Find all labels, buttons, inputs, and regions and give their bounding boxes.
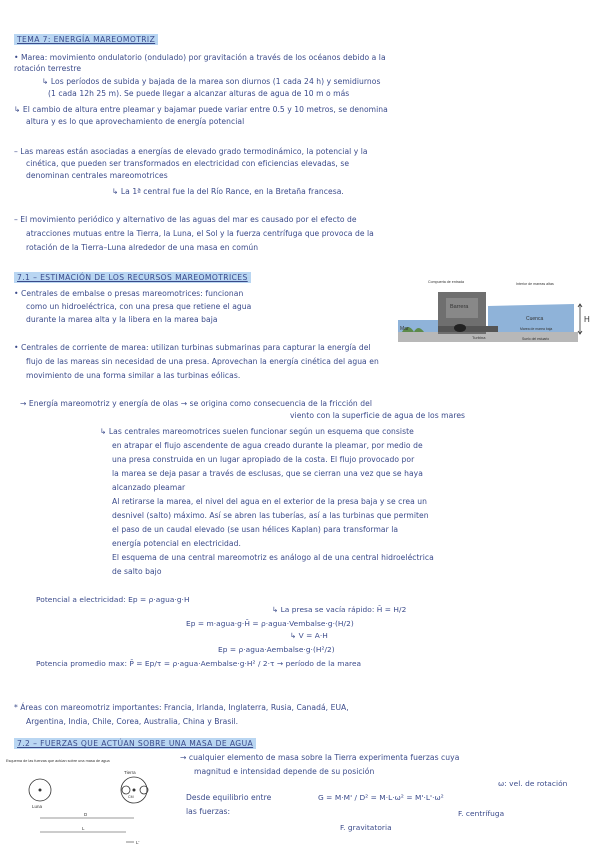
- note-line: [180, 753, 459, 763]
- note-line: [290, 411, 465, 421]
- note-line: [194, 767, 374, 777]
- formula-line: [340, 823, 392, 833]
- gate-label: Compuerta de entrada: [428, 280, 464, 284]
- note-text: Potencia promedio max: P̄ = Ep/τ = ρ·agua·Aembalse·g·H² / 2·τ → período de la marea: [36, 659, 362, 668]
- note-line: [112, 469, 423, 479]
- estuary-bed-label: Suelo del estuario: [522, 337, 550, 341]
- note-text: ↳ La 1ª central fue la del Río Rance, en la Bretaña francesa.: [112, 187, 344, 196]
- note-line: [26, 371, 240, 381]
- note-line: [14, 147, 368, 157]
- note-text: – El movimiento periódico y alternativo de las aguas del mar es causado por el efecto de: [14, 215, 357, 224]
- note-line: [186, 793, 271, 803]
- note-text: → Energía mareomotriz y energía de olas → se origina como consecuencia de la fricción del: [20, 399, 372, 408]
- note-line: [14, 703, 349, 713]
- section-heading: [14, 273, 251, 283]
- note-text: 7.2 – FUERZAS QUE ACTÚAN SOBRE UNA MASA DE AGUA: [14, 738, 256, 749]
- formula-line: [458, 809, 504, 819]
- note-line: [42, 77, 380, 87]
- note-text: en atrapar el flujo ascendente de agua creado durante la pleamar, por medio de: [112, 441, 423, 450]
- note-line: [26, 243, 258, 253]
- tidal-dam-diagram: [398, 276, 594, 352]
- note-text: atracciones mutuas entre la Tierra, la Luna, el Sol y la fuerza centrífuga que provoca de la: [26, 229, 374, 238]
- earth-label: Tierra: [124, 770, 136, 775]
- note-line: [26, 229, 374, 239]
- note-text: magnitud e intensidad depende de su posición: [194, 767, 375, 776]
- inner-label: Interior de mareas altas: [516, 282, 554, 286]
- formula-line: [36, 659, 361, 669]
- low-tide-label: Marea de marea baja: [520, 327, 553, 331]
- note-text: ↳ El cambio de altura entre pleamar y bajamar puede variar entre 0.5 y 10 metros, se denomina: [14, 105, 388, 114]
- note-text: – Las mareas están asociadas a energías de elevado grado termodinámico, la potencial y la: [14, 147, 368, 156]
- note-line: [14, 105, 388, 115]
- note-text: ω: vel. de rotación: [498, 779, 568, 788]
- note-text: denominan centrales mareomotrices: [26, 171, 168, 180]
- note-text: * Áreas con mareomotriz importantes: Francia, Irlanda, Inglaterra, Rusia, Canadá, EUA,: [14, 703, 349, 712]
- note-text: alcanzado pleamar: [112, 483, 186, 492]
- note-line: [26, 717, 238, 727]
- note-line: [26, 171, 168, 181]
- formula-line: [272, 605, 406, 615]
- note-text: ↳ V = A·H: [290, 631, 328, 640]
- note-text: desnivel (salto) máximo. Así se abren las tuberías, así a las turbinas que permiten: [112, 511, 429, 520]
- note-text: F. gravitatoria: [340, 823, 392, 832]
- note-text: una presa construida en un lugar apropiado de la costa. El flujo provocado por: [112, 455, 415, 464]
- note-text: flujo de las mareas sin necesidad de una presa. Aprovechan la energía cinética del agua en: [26, 357, 379, 366]
- note-text: • Centrales de embalse o presas mareomotrices: funcionan: [14, 289, 244, 298]
- note-text: el paso de un caudal elevado (se usan hélices Kaplan) para transformar la: [112, 525, 399, 534]
- note-line: [112, 497, 427, 507]
- formula-line: [186, 619, 354, 629]
- formula-line: [290, 631, 328, 641]
- note-line: [112, 567, 162, 577]
- note-text: viento con la superficie de agua de los mares: [290, 411, 466, 420]
- note-line: [14, 289, 243, 299]
- sea-label: Mar: [400, 326, 409, 332]
- note-text: de salto bajo: [112, 567, 162, 576]
- section-heading: [14, 739, 256, 749]
- note-text: El esquema de una central mareomotriz es análogo al de una central hidroeléctrica: [112, 553, 434, 562]
- note-text: Argentina, India, Chile, Corea, Australia, China y Brasil.: [26, 717, 239, 726]
- note-text: Al retirarse la marea, el nivel del agua en el exterior de la presa baja y se crea un: [112, 497, 427, 506]
- note-text: 7.1 – ESTIMACIÓN DE LOS RECURSOS MAREOMOTRICES: [14, 272, 251, 283]
- note-line: [186, 807, 230, 817]
- height-label: H: [584, 315, 590, 324]
- note-text: las fuerzas:: [186, 807, 231, 816]
- note-line: [26, 315, 218, 325]
- note-text: Ep = m·agua·g·H̄ = ρ·agua·Vembalse·g·(H/2): [186, 619, 354, 628]
- note-text: Ep = ρ·agua·Aembalse·g·(H²/2): [218, 645, 335, 654]
- earth-moon-force-diagram: [4, 756, 176, 846]
- note-line: [14, 215, 357, 225]
- note-text: durante la marea alta y la libera en la marea baja: [26, 315, 218, 324]
- note-line: [26, 357, 379, 367]
- note-text: ↳ La presa se vacía rápido: H̄ = H/2: [272, 605, 407, 614]
- note-text: (1 cada 12h 25 m). Se puede llegar a alcanzar alturas de agua de 10 m o más: [48, 89, 350, 98]
- formula-line: [498, 779, 567, 789]
- note-text: Potencial a electricidad: Ep = ρ·agua·g·H: [36, 595, 190, 604]
- distance-l-label: L: [82, 826, 85, 831]
- turbine-label: Turbina: [472, 335, 486, 340]
- note-text: rotación de la Tierra–Luna alrededor de una masa en común: [26, 243, 259, 252]
- note-line: [112, 483, 185, 493]
- note-line: [26, 159, 349, 169]
- note-line: [14, 53, 386, 63]
- note-text: energía potencial en electricidad.: [112, 539, 241, 548]
- formula-line: [36, 595, 190, 605]
- cm-label: CM: [128, 795, 134, 799]
- note-text: como un hidroeléctrica, con una presa que retiene el agua: [26, 302, 252, 311]
- section-heading: [14, 35, 158, 45]
- note-line: [112, 553, 434, 563]
- note-text: G = M·M' / D² = M·L·ω² = M'·L'·ω²: [318, 793, 444, 802]
- formula-line: [218, 645, 335, 655]
- note-line: [112, 511, 429, 521]
- force-caption: Esquema de las fuerzas que actúan sobre una masa de agua: [6, 759, 110, 763]
- note-text: rotación terrestre: [14, 64, 82, 73]
- note-line: [112, 525, 398, 535]
- note-text: cinética, que pueden ser transformados en electricidad con eficiencias elevadas, se: [26, 159, 350, 168]
- note-text: movimiento de una forma similar a las turbinas eólicas.: [26, 371, 241, 380]
- moon-label: Luna: [32, 804, 43, 809]
- note-line: [26, 302, 251, 312]
- note-line: [112, 455, 414, 465]
- note-line: [112, 187, 344, 197]
- note-text: • Marea: movimiento ondulatorio (ondulado) por gravitación a través de los océanos debido a la: [14, 53, 386, 62]
- note-text: altura y es lo que aprovechamiento de energía potencial: [26, 117, 245, 126]
- note-text: → cualquier elemento de masa sobre la Tierra experimenta fuerzas cuya: [180, 753, 460, 762]
- note-line: [112, 539, 241, 549]
- note-text: • Centrales de corriente de marea: utilizan turbinas submarinas para capturar la energía del: [14, 343, 371, 352]
- note-text: la marea se deja pasar a través de esclusas, que se cierran una vez que se haya: [112, 469, 423, 478]
- formula-line: [318, 793, 444, 803]
- note-line: [14, 343, 371, 353]
- note-line: [100, 427, 414, 437]
- note-line: [26, 117, 244, 127]
- note-line: [112, 441, 423, 451]
- note-text: Desde equilibrio entre: [186, 793, 272, 802]
- note-text: F. centrífuga: [458, 809, 505, 818]
- note-text: TEMA 7: ENERGÍA MAREOMOTRIZ: [14, 34, 158, 45]
- distance-d-label: D: [84, 812, 88, 817]
- note-text: ↳ Los períodos de subida y bajada de la marea son diurnos (1 cada 24 h) y semidiurnos: [42, 77, 381, 86]
- distance-lp-label: L': [136, 840, 140, 845]
- note-text: ↳ Las centrales mareomotrices suelen funcionar según un esquema que consiste: [100, 427, 414, 436]
- note-line: [20, 399, 372, 409]
- barrier-label: Barrera: [450, 304, 469, 310]
- note-line: [14, 64, 81, 74]
- note-line: [48, 89, 349, 99]
- basin-label: Cuenca: [526, 316, 544, 322]
